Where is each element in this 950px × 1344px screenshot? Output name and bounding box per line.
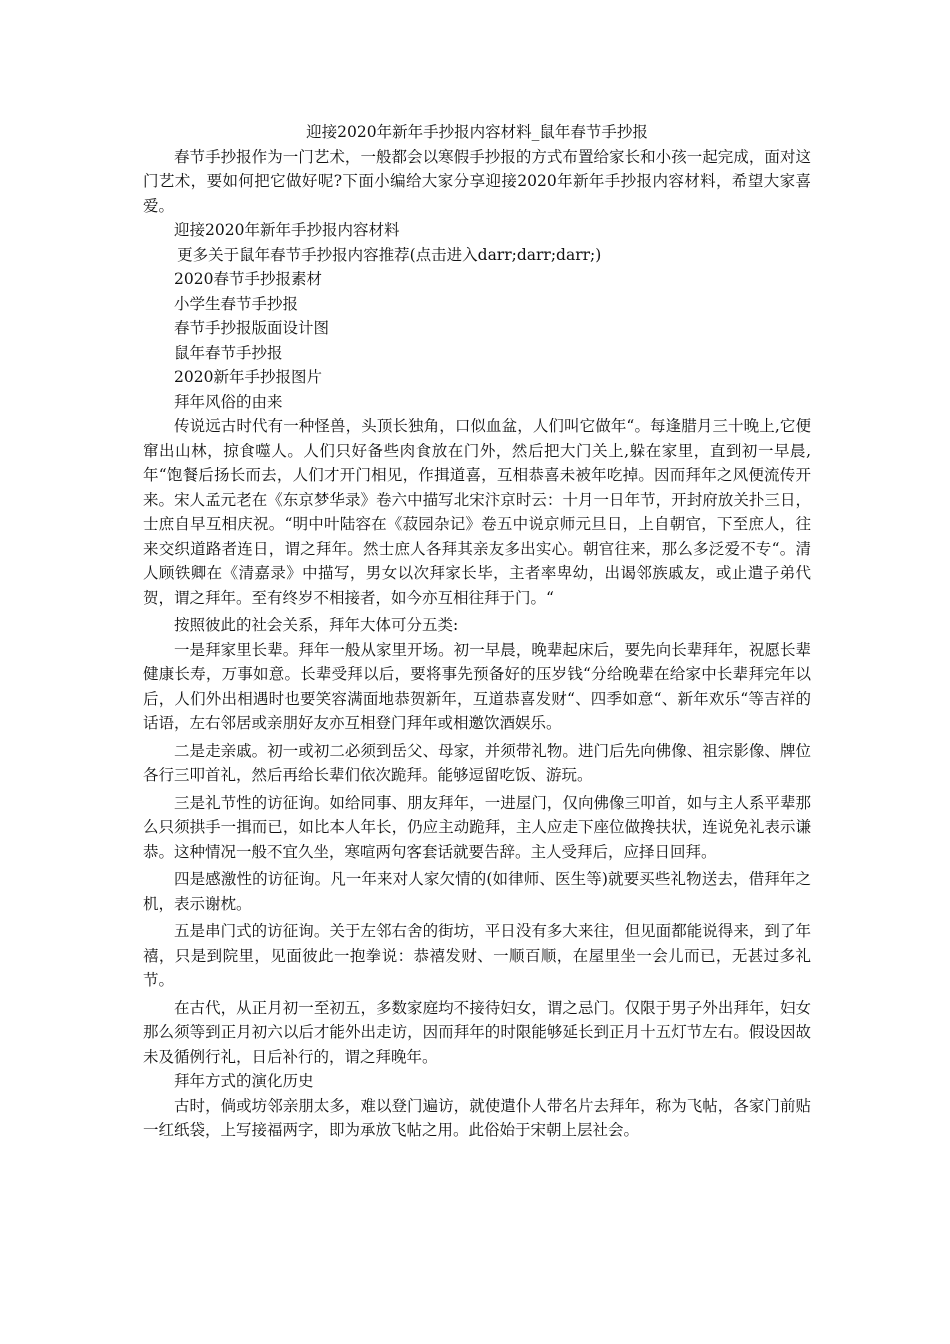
recommend-link-1[interactable]: 2020春节手抄报素材 — [174, 270, 322, 288]
recommend-link-3[interactable]: 春节手抄报版面设计图 — [174, 319, 330, 337]
paragraph-type-2: 二是走亲戚。初一或初二必须到岳父、母家，并须带礼物。进门后先向佛像、祖宗影像、牌位各行三叩首礼，然后再给长辈们依次跪拜。能够逗留吃饭、游玩。 — [143, 741, 811, 784]
document-title: 迎接2020年新年手抄报内容材料_鼠年春节手抄报 — [306, 123, 648, 141]
paragraph-type-3: 三是礼节性的访征询。如给同事、朋友拜年，一进屋门，仅向佛像三叩首，如与主人系平辈那么只须拱手一揖而已，如比本人年长，仍应主动跪拜，主人应走下座位做搀扶状，连说免礼表示谦恭。这种情况一般不宜久坐，寒喧两句客套话就要告辞。主人受拜后，应择日回拜。 — [143, 793, 811, 861]
paragraph-origin: 传说远古时代有一种怪兽，头顶长独角，口似血盆，人们叫它做年“。每逢腊月三十晚上,它便窜出山林，掠食噬人。人们只好备些肉食放在门外，然后把大门关上,躲在家里，直到初一早晨,年“饱餐后扬长而去，人们才开门相见，作揖道喜，互相恭喜未被年吃掉。因而拜年之风便流传开来。宋人孟元老在《东京梦华录》卷六中描写北宋汴京时云：十月一日年节，开封府放关扑三日，士庶自早互相庆祝。“明中叶陆容在《菽园杂记》卷五中说京师元旦日，上自朝官，下至庶人，往来交织道路者连日，谓之拜年。然士庶人各拜其亲友多出实心。朝官往来，那么多泛爱不专“。清人顾铁卿在《清嘉录》中描写，男女以次拜家长毕，主者率卑幼，出谒邻族戚友，或止遣子弟代贺，谓之拜年。至有终岁不相接者，如今亦互相往拜于门。“ — [143, 417, 811, 607]
document-page — [143, 120, 811, 1143]
heading-origin: 拜年风俗的由来 — [174, 392, 283, 411]
intro-paragraph: 春节手抄报作为一门艺术，一般都会以寒假手抄报的方式布置给家长和小孩一起完成，面对这门艺术，要如何把它做好呢?下面小编给大家分享迎接2020年新年手抄报内容材料，希望大家喜爱。 — [143, 147, 811, 215]
recommend-link-2[interactable]: 小学生春节手抄报 — [174, 294, 299, 313]
paragraph-type-1: 一是拜家里长辈。拜年一般从家里开场。初一早晨，晚辈起床后，要先向长辈拜年，祝愿长辈健康长寿，万事如意。长辈受拜以后，要将事先预备好的压岁钱“分给晚辈在给家中长辈拜完年以后，人们外出相遇时也要笑容满面地恭贺新年，互道恭喜发财“、四季如意“、新年欢乐“等吉祥的话语，左右邻居或亲朋好友亦互相登门拜年或相邀饮酒娱乐。 — [143, 640, 811, 732]
paragraph-ancient: 在古代，从正月初一至初五，多数家庭均不接待妇女，谓之忌门。仅限于男子外出拜年，妇女那么须等到正月初六以后才能外出走访，因而拜年的时限能够延长到正月十五灯节左右。假设因故未及循例行礼，日后补行的，谓之拜晚年。 — [143, 998, 811, 1066]
paragraph-type-4: 四是感激性的访征询。凡一年来对人家欠情的(如律师、医生等)就要买些礼物送去，借拜年之机，表示谢枕。 — [143, 870, 811, 913]
recommend-link-5[interactable]: 2020新年手抄报图片 — [174, 368, 322, 386]
paragraph-classify: 按照彼此的社会关系，拜年大体可分五类: — [174, 616, 459, 634]
heading-history: 拜年方式的演化历史 — [174, 1072, 314, 1090]
paragraph-history: 古时，倘或坊邻亲朋太多，难以登门遍访，就使遣仆人带名片去拜年，称为飞帖，各家门前贴一红纸袋，上写接福两字，即为承放飞帖之用。此俗始于宋朝上层社会。 — [143, 1096, 811, 1139]
paragraph-type-5: 五是串门式的访征询。关于左邻右舍的街坊，平日没有多大来往，但见面都能说得来，到了年禧，只是到院里，见面彼此一抱拳说：恭禧发财、一顺百顺，在屋里坐一会儿而已，无甚过多礼节。 — [143, 922, 811, 989]
recommend-link-4[interactable]: 鼠年春节手抄报 — [174, 343, 283, 362]
recommend-line: 更多关于鼠年春节手抄报内容推荐(点击进入darr;darr;darr;) — [177, 245, 602, 264]
section-title: 迎接2020年新年手抄报内容材料 — [174, 221, 400, 239]
